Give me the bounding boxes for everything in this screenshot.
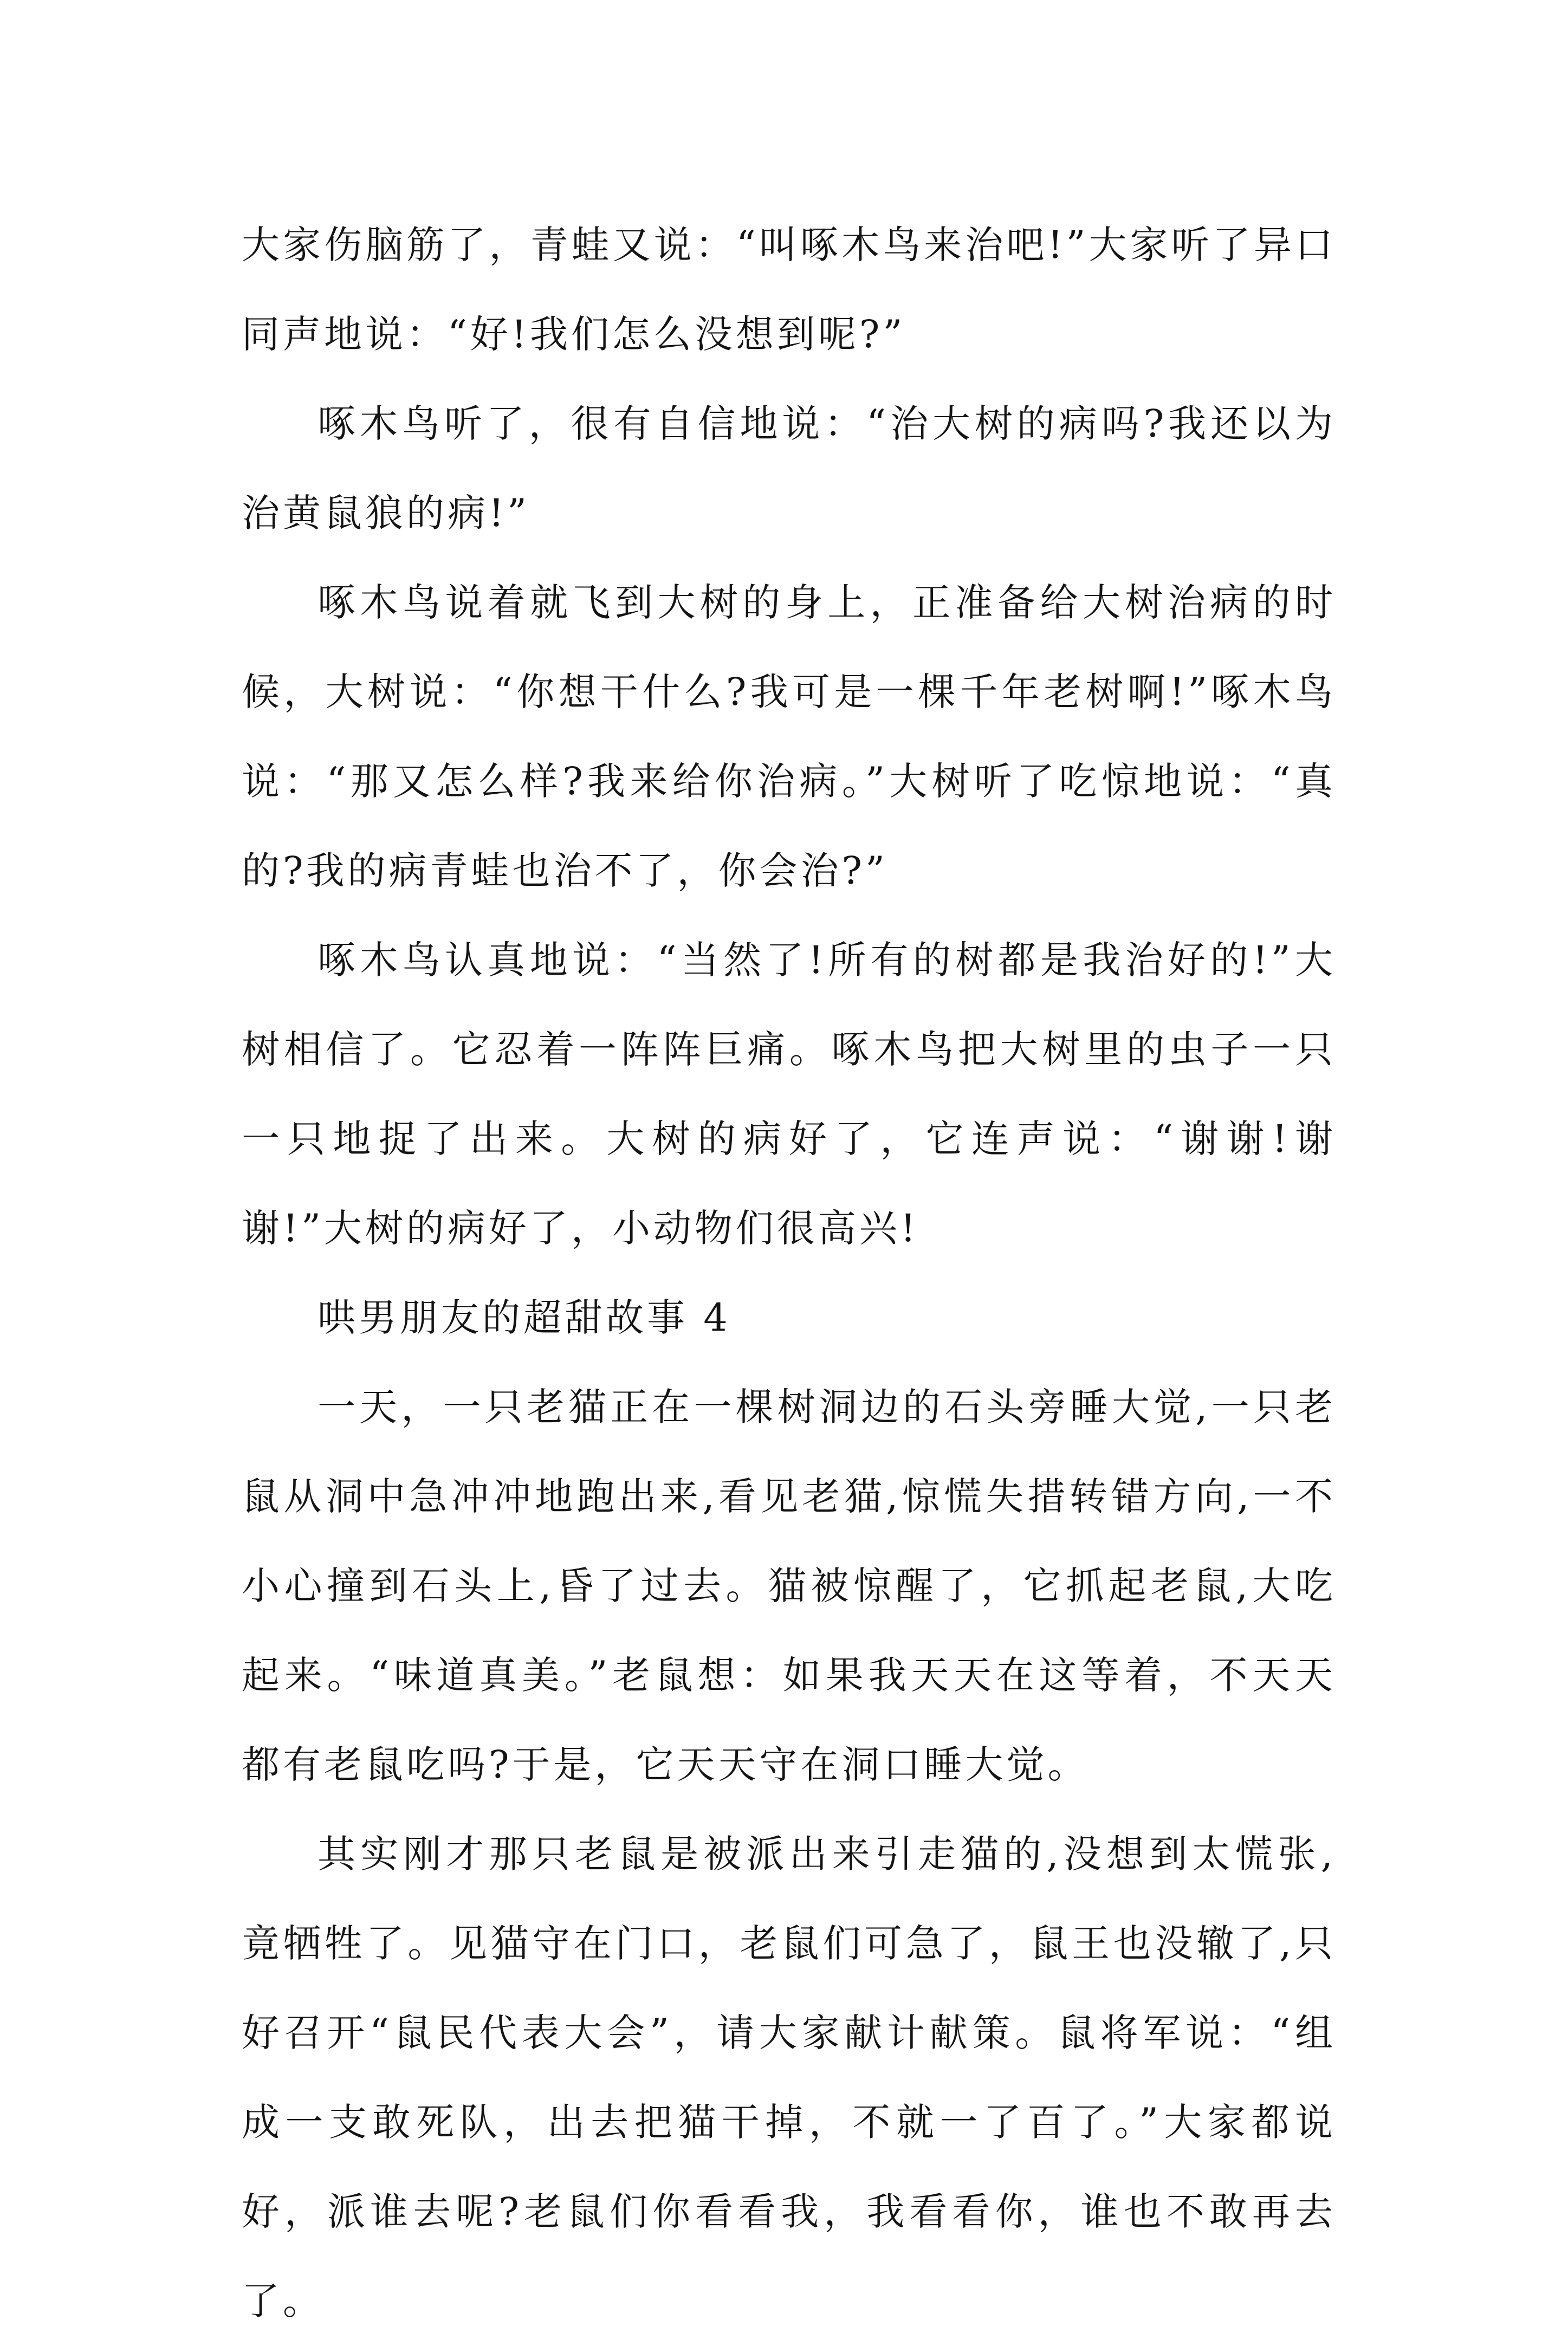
paragraph: 一天，一只老猫正在一棵树洞边的石头旁睡大觉,一只老鼠从洞中急冲冲地跑出来,看见老猫,惊慌失措转错方向,一不小心撞到石头上,昏了过去。猫被惊醒了，它抓起老鼠,大吃起来。“味道真美。”老鼠想：如果我天天在这等着，不天天都有老鼠吃吗?于是，它天天守在洞口睡大觉。 <box>242 1385 1336 1787</box>
paragraph: 大家伤脑筋了，青蛙又说：“叫啄木鸟来治吧!”大家听了异口同声地说：“好!我们怎么没想到呢?” <box>242 223 1336 357</box>
paragraph: 啄木鸟说着就飞到大树的身上，正准备给大树治病的时候，大树说：“你想干什么?我可是一棵千年老树啊!”啄木鸟说：“那又怎么样?我来给你治病。”大树听了吃惊地说：“真的?我的病青蛙也治不了，你会治?” <box>242 580 1336 893</box>
paragraph: 啄木鸟听了，很有自信地说：“治大树的病吗?我还以为治黄鼠狼的病!” <box>242 401 1336 535</box>
section-heading: 哄男朋友的超甜故事 4 <box>318 1295 731 1340</box>
paragraph: 其实刚才那只老鼠是被派出来引走猫的,没想到太慌张,竟牺牲了。见猫守在门口，老鼠们可急了，鼠王也没辙了,只好召开“鼠民代表大会”，请大家献计献策。鼠将军说：“组成一支敢死队，出去把猫干掉，不就一了百了。”大家都说好，派谁去呢?老鼠们你看看我，我看看你，谁也不敢再去了。 <box>242 1832 1336 2323</box>
document-body <box>242 200 1336 2346</box>
paragraph: 啄木鸟认真地说：“当然了!所有的树都是我治好的!”大树相信了。它忍着一阵阵巨痛。啄木鸟把大树里的虫子一只一只地捉了出来。大树的病好了，它连声说：“谢谢!谢谢!”大树的病好了，小动物们很高兴! <box>242 938 1336 1250</box>
